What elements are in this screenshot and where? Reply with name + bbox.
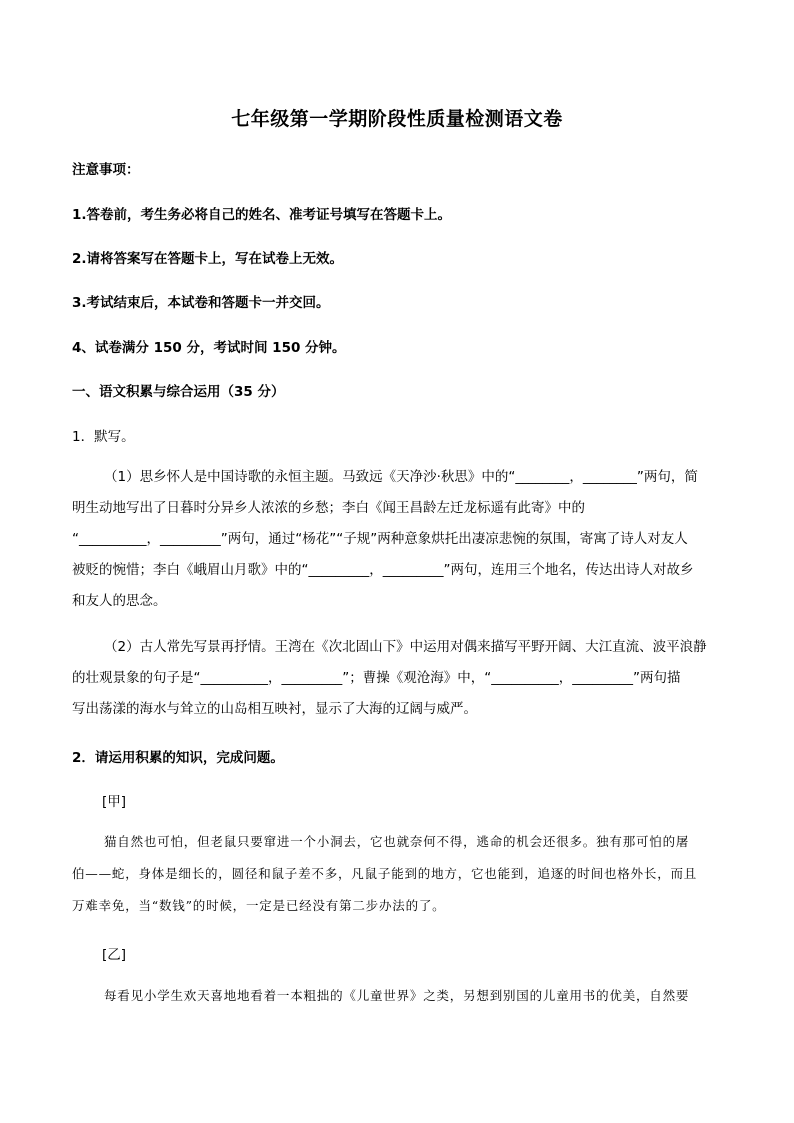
- question-1-label: 1．默写。: [72, 429, 135, 445]
- text-line: （1）思乡怀人是中国诗歌的永恒主题。马致远《天净沙·秋思》中的“________，________”两句，简: [104, 469, 698, 485]
- section-heading: 一、语文积累与综合运用（35 分）: [72, 384, 285, 400]
- text-line: 写出荡漾的海水与耸立的山岛相互映衬，显示了大海的辽阔与威严。: [72, 701, 477, 717]
- page-title: 七年级第一学期阶段性质量检测语文卷: [231, 108, 563, 130]
- notice-item-2: 2.请将答案写在答题卡上，写在试卷上无效。: [72, 251, 344, 267]
- passage-yi-text: [72, 980, 722, 1012]
- question-2-label: 2．请运用积累的知识，完成问题。: [72, 750, 284, 766]
- text-line: 伯——蛇，身体是细长的，圆径和鼠子差不多，凡鼠子能到的地方，它也能到，追逐的时间也格外长，而且: [72, 866, 698, 881]
- passage-jia-text: [72, 826, 722, 922]
- text-line: 的壮观景象的句子是“__________，_________”；曹操《观沧海》中，“__________，_________”两句描: [72, 670, 681, 686]
- text-line: （2）古人常先写景再抒情。王湾在《次北固山下》中运用对偶来描写平野开阔、大江直流、波平浪静: [104, 639, 707, 655]
- notice-heading: 注意事项：: [72, 162, 140, 178]
- text-line: 每看见小学生欢天喜地地看着一本粗拙的《儿童世界》之类，另想到别国的儿童用书的优美，自然要: [104, 988, 690, 1003]
- question-1-part-1: [72, 462, 722, 617]
- text-line: 和友人的思念。: [72, 593, 167, 609]
- text-line: 猫自然也可怕，但老鼠只要窜进一个小洞去，它也就奈何不得，逃命的机会还很多。独有那可怕的屠: [104, 834, 690, 849]
- notice-item-4: 4、试卷满分 150 分，考试时间 150 分钟。: [72, 340, 346, 356]
- notice-item-1: 1.答卷前，考生务必将自己的姓名、准考证号填写在答题卡上。: [72, 207, 452, 223]
- text-line: 万难幸免，当“数钱”的时候，一定是已经没有第二步办法的了。: [72, 898, 446, 913]
- text-line: 明生动地写出了日暮时分异乡人浓浓的乡愁；李白《闻王昌龄左迁龙标遥有此寄》中的: [72, 500, 585, 516]
- question-1-part-2: [72, 632, 722, 725]
- passage-yi-tag: [乙]: [102, 947, 127, 963]
- text-line: 被贬的惋惜；李白《峨眉山月歌》中的“_________，_________”两句，连用三个地名，传达出诗人对故乡: [72, 562, 694, 578]
- text-line: “__________，_________”两句，通过“杨花”“子规”两种意象烘托出凄凉悲惋的氛围，寄寓了诗人对友人: [72, 531, 688, 547]
- notice-item-3: 3.考试结束后，本试卷和答题卡一并交回。: [72, 295, 330, 311]
- passage-jia-tag: [甲]: [102, 794, 127, 810]
